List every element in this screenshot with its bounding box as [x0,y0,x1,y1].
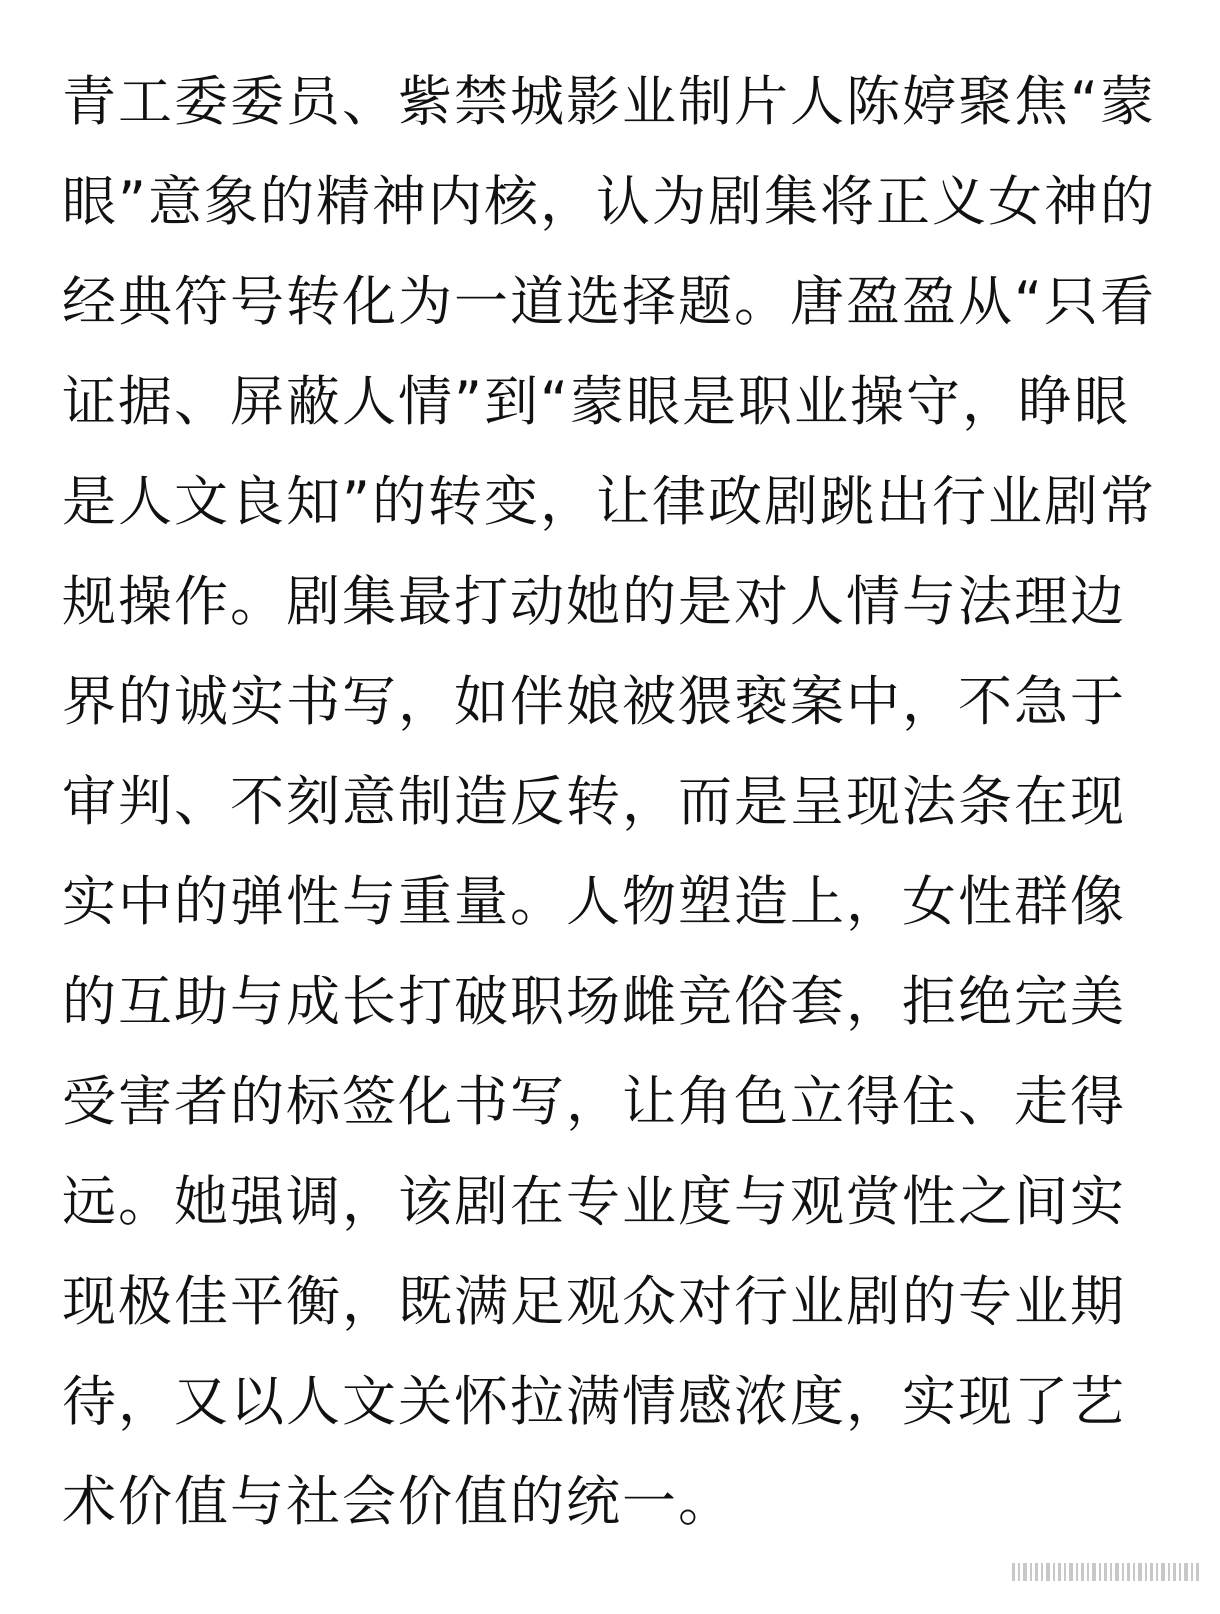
text-line-12: 远。她强调，该剧在专业度与观赏性之间实 [62,1170,1126,1233]
text-line-7: 界的诚实书写，如伴娘被猥亵案中，不急于 [62,670,1126,733]
text-line-10: 的互助与成长打破职场雌竞俗套，拒绝完美 [62,970,1126,1033]
text-line-14: 待，又以人文关怀拉满情感浓度，实现了艺 [62,1370,1126,1433]
text-line-1: 青工委委员、紫禁城影业制片人陈婷聚焦“蒙 [62,70,1156,133]
text-line-4: 证据、屏蔽人情”到“蒙眼是职业操守，睁眼 [62,370,1130,433]
text-line-8: 审判、不刻意制造反转，而是呈现法条在现 [62,770,1126,833]
text-line-13: 现极佳平衡，既满足观众对行业剧的专业期 [62,1270,1126,1333]
barcode-watermark-icon [1012,1557,1202,1592]
text-line-15: 术价值与社会价值的统一。 [62,1470,734,1533]
article-body [62,52,1162,1552]
text-line-11: 受害者的标签化书写，让角色立得住、走得 [62,1070,1126,1133]
text-line-2: 眼”意象的精神内核，认为剧集将正义女神的 [62,170,1156,233]
text-line-3: 经典符号转化为一道选择题。唐盈盈从“只看 [62,270,1156,333]
text-line-6: 规操作。剧集最打动她的是对人情与法理边 [62,570,1126,633]
text-line-5: 是人文良知”的转变，让律政剧跳出行业剧常 [62,470,1156,533]
text-line-9: 实中的弹性与重量。人物塑造上，女性群像 [62,870,1126,933]
